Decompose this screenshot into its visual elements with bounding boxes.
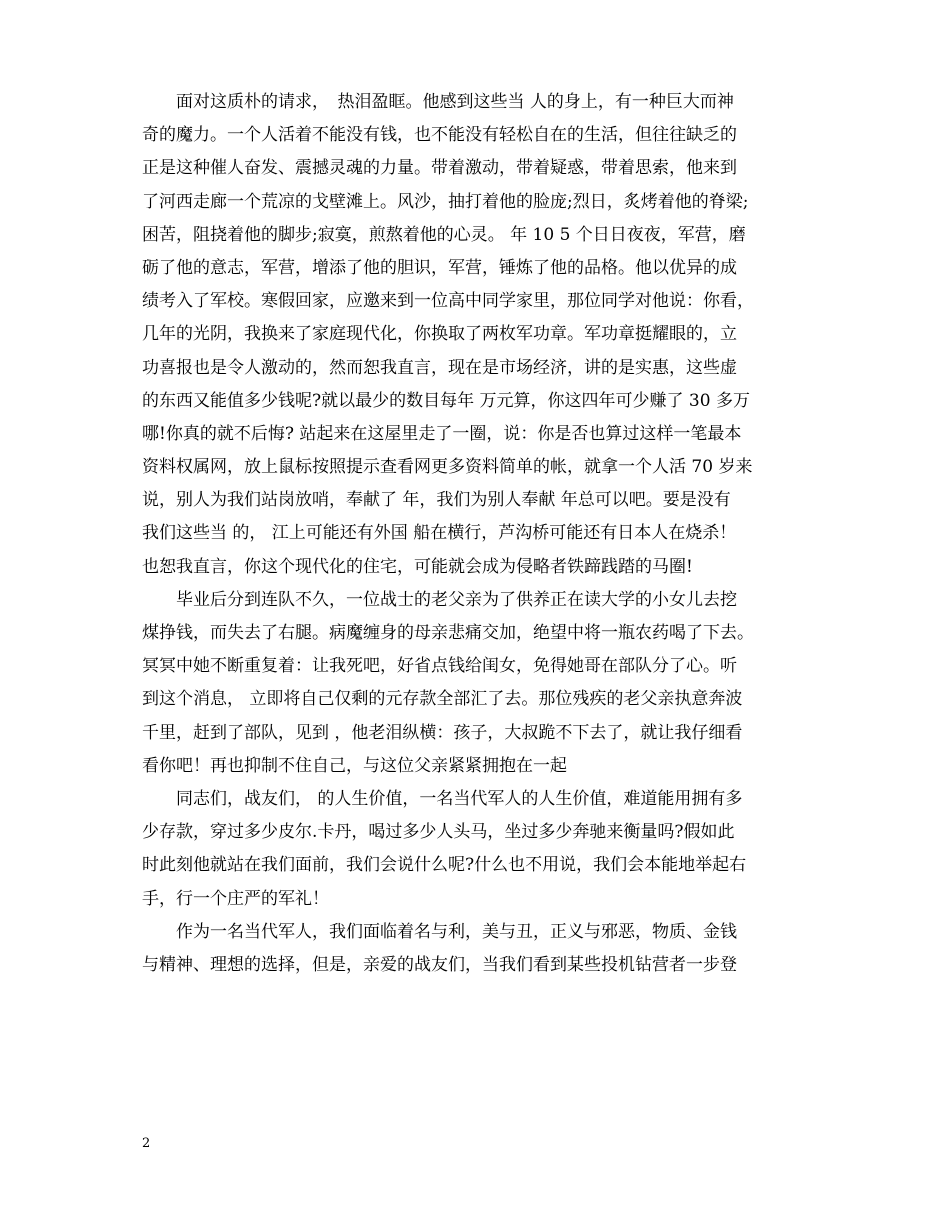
- text-line: 到这个消息， 立即将自己仅剩的元存款全部汇了去。那位残疾的老父亲执意奔波: [142, 689, 743, 710]
- text-line: 手，行一个庄严的军礼！: [142, 888, 329, 909]
- text-line: 千里，赶到了部队，见到 ，他老泪纵横：孩子，大叔跪不下去了，就让我仔细看: [142, 722, 743, 743]
- text-line: 冥冥中她不断重复着：让我死吧，好省点钱给闺女，免得她哥在部队分了心。听: [142, 656, 737, 677]
- text-line: 正是这种催人奋发、震撼灵魂的力量。带着激动，带着疑惑，带着思索，他来到: [142, 158, 737, 179]
- text-line: 了河西走廊一个荒凉的戈壁滩上。风沙，抽打着他的脸庞;烈日，炙烤着他的脊梁;: [142, 191, 749, 212]
- text-line: 的东西又能值多少钱呢?就以最少的数目每年 万元算，你这四年可少赚了 30 多万: [142, 390, 750, 411]
- text-line: 绩考入了军校。寒假回家，应邀来到一位高中同学家里，那位同学对他说：你看，: [142, 291, 754, 312]
- text-line: 几年的光阴，我换来了家庭现代化，你换取了两枚军功章。军功章挺耀眼的，立: [142, 324, 737, 345]
- text-line: 少存款，穿过多少皮尔.卡丹，喝过多少人头马，坐过多少奔驰来衡量吗?假如此: [142, 822, 735, 843]
- text-line: 我们这些当 的， 江上可能还有外国 船在横行，芦沟桥可能还有日本人在烧杀！: [142, 523, 737, 544]
- text-line: 也恕我直言，你这个现代化的住宅，可能就会成为侵略者铁蹄践踏的马圈!: [142, 556, 693, 577]
- page-number: 2: [142, 1136, 151, 1151]
- text-line: 同志们，战友们， 的人生价值，一名当代军人的人生价值，难道能用拥有多: [142, 788, 743, 809]
- text-line: 奇的魔力。一个人活着不能没有钱，也不能没有轻松自在的生活，但往往缺乏的: [142, 125, 737, 146]
- text-line: 煤挣钱，而失去了右腿。病魔缠身的母亲悲痛交加，绝望中将一瓶农药喝了下去。: [142, 623, 754, 643]
- text-line: 困苦，阻挠着他的脚步;寂寞，煎熬着他的心灵。 年 10 5 个日日夜夜，军营，磨: [142, 224, 746, 245]
- text-line: 作为一名当代军人，我们面临着名与利，美与丑，正义与邪恶，物质、金钱: [142, 921, 737, 942]
- text-line: 说，别人为我们站岗放哨，奉献了 年，我们为别人奉献 年总可以吧。要是没有: [142, 490, 731, 511]
- text-line: 看你吧！再也抑制不住自己，与这位父亲紧紧拥抱在一起: [142, 755, 567, 776]
- text-line: 时此刻他就站在我们面前，我们会说什么呢?什么也不用说，我们会本能地举起右: [142, 855, 747, 876]
- text-line: 砺了他的意志，军营，增添了他的胆识，军营，锤炼了他的品格。他以优异的成: [142, 257, 737, 278]
- text-line: 资料权属网，放上鼠标按照提示查看网更多资料简单的帐，就拿一个人活 70 岁来: [142, 457, 753, 478]
- text-line: 与精神、理想的选择，但是，亲爱的战友们，当我们看到某些投机钻营者一步登: [142, 954, 737, 975]
- body-text: [142, 86, 810, 982]
- text-line: 面对这质朴的请求， 热泪盈眶。他感到这些当 人的身上，有一种巨大而神: [142, 92, 734, 112]
- text-line: 功喜报也是令人激动的，然而恕我直言，现在是市场经济，讲的是实惠，这些虚: [142, 357, 737, 378]
- text-line: 哪!你真的就不后悔? 站起来在这屋里走了一圈，说：你是否也算过这样一笔最本: [142, 423, 742, 444]
- text-line: 毕业后分到连队不久，一位战士的老父亲为了供养正在读大学的小女儿去挖: [142, 589, 737, 610]
